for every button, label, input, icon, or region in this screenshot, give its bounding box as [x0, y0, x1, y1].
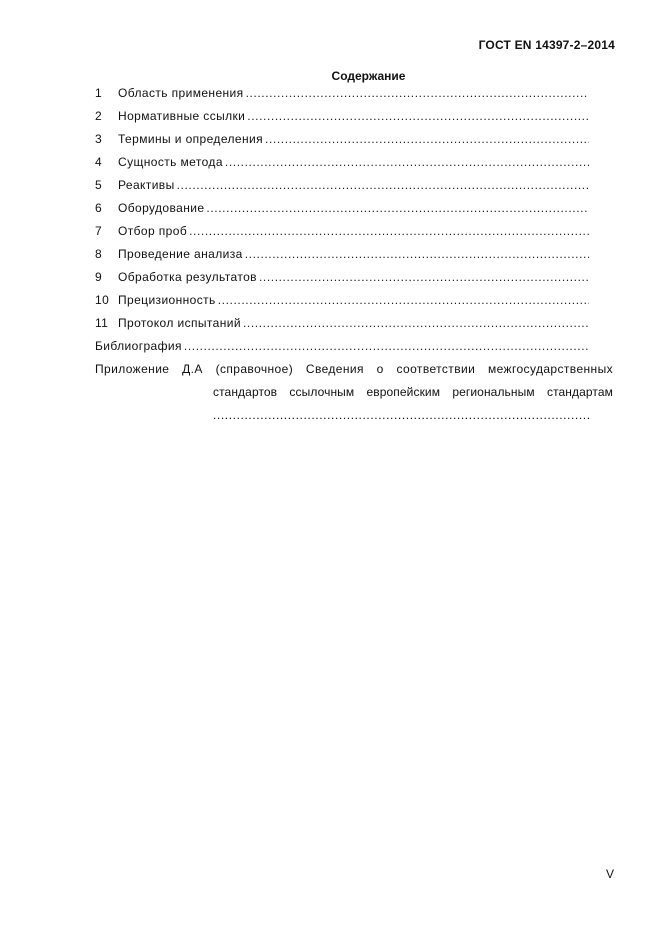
- toc-entry-label: Нормативные ссылки: [118, 109, 246, 123]
- dot-leader: [213, 408, 589, 423]
- toc-entry-label: Прецизионность: [118, 293, 216, 307]
- toc-entry-label: Отбор проб: [118, 224, 188, 238]
- toc-entry-label: Библиография: [95, 339, 182, 353]
- toc-entry[interactable]: [95, 201, 589, 216]
- toc-entry-appendix-line2[interactable]: стандартов ссылочным европейским региональным стандартам: [213, 385, 613, 399]
- toc-entry-label: Оборудование: [118, 201, 205, 215]
- toc-entry-label: Реактивы: [118, 178, 175, 192]
- toc-entry-label: Протокол испытаний: [118, 316, 241, 330]
- toc-entry-number: 4: [95, 155, 103, 169]
- toc-entry[interactable]: [95, 132, 589, 147]
- toc-entry[interactable]: [95, 316, 589, 331]
- page-number: V: [605, 867, 614, 881]
- dot-leader: [265, 132, 589, 146]
- dot-leader: [246, 86, 589, 100]
- toc-entry[interactable]: [95, 270, 589, 285]
- toc-entry[interactable]: [95, 178, 589, 193]
- dot-leader: [225, 155, 589, 169]
- toc-entry[interactable]: [95, 224, 589, 239]
- toc-entry-number: 8: [95, 247, 103, 261]
- toc-entry[interactable]: [95, 247, 589, 262]
- toc-entry-number: 5: [95, 178, 103, 192]
- toc-entry-number: 6: [95, 201, 103, 215]
- toc-entry[interactable]: [95, 293, 589, 308]
- dot-leader: [218, 293, 589, 307]
- toc-entry-number: 11: [95, 316, 109, 330]
- dot-leader: [245, 247, 589, 261]
- dot-leader: [243, 316, 589, 330]
- toc-entry-label: Проведение анализа: [118, 247, 243, 261]
- toc-entry-label: Сущность метода: [118, 155, 223, 169]
- toc-entry[interactable]: [95, 86, 589, 101]
- document-code: ГОСТ EN 14397-2–2014: [478, 38, 615, 52]
- toc-entry-number: 9: [95, 270, 103, 284]
- toc-entry-appendix-line1[interactable]: Приложение Д.А (справочное) Сведения о соответствии межгосударственных: [95, 362, 613, 376]
- dot-leader: [247, 109, 589, 123]
- dot-leader: [206, 201, 589, 215]
- toc-entry-number: 7: [95, 224, 103, 238]
- dot-leader: [177, 178, 589, 192]
- toc-entry-bibliography[interactable]: [95, 339, 589, 354]
- dot-leader: [189, 224, 589, 238]
- toc-entry-label: Обработка результатов: [118, 270, 257, 284]
- dot-leader: [259, 270, 589, 284]
- toc-entry-label: Термины и определения: [118, 132, 264, 146]
- toc-entry[interactable]: [95, 155, 589, 170]
- toc-entry-number: 2: [95, 109, 103, 123]
- toc-entry-number: 1: [95, 86, 103, 100]
- toc-entry-number: 3: [95, 132, 103, 146]
- toc-entry[interactable]: [95, 109, 589, 124]
- toc-title: Содержание: [331, 69, 406, 83]
- dot-leader: [184, 339, 589, 353]
- toc-entry-label: Область применения: [118, 86, 244, 100]
- toc-entry-number: 10: [95, 293, 110, 307]
